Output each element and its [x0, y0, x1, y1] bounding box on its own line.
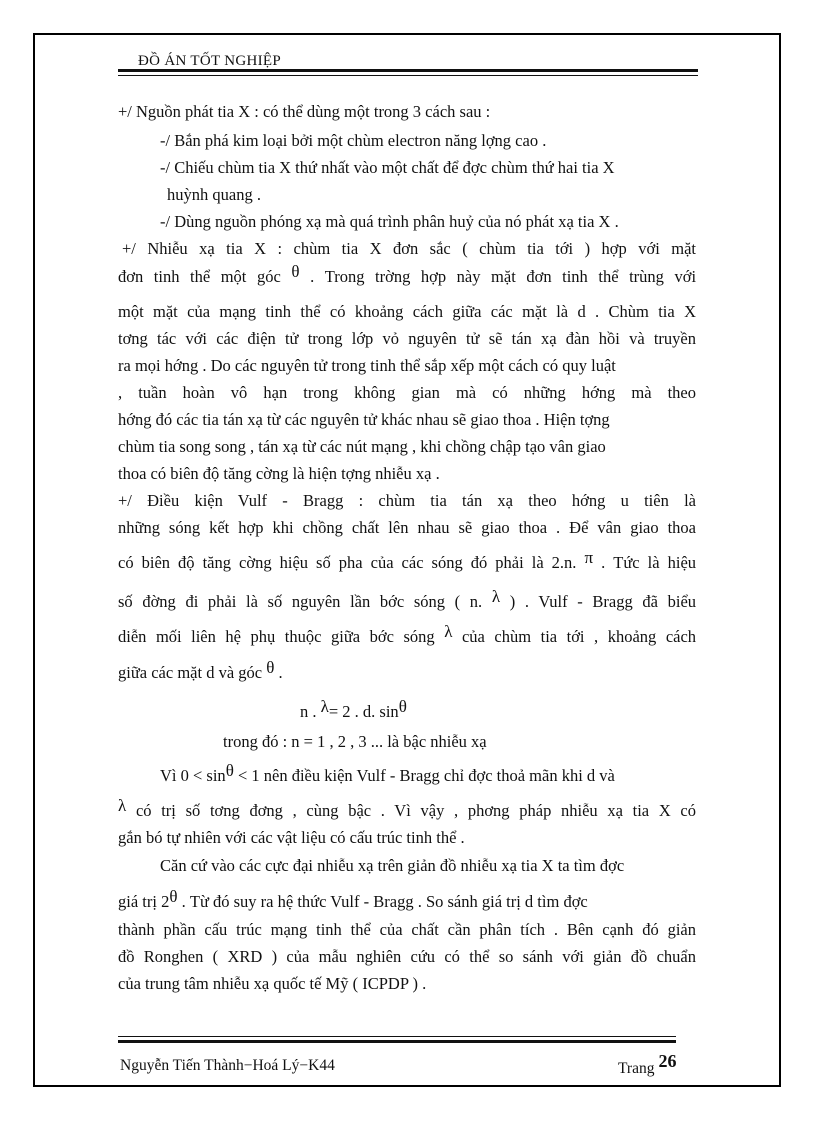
body-line: đồ Ronghen ( XRD ) của mẫu nghiên cứu có thể so sánh với giản đồ chuẩn	[118, 947, 696, 966]
header-rule-thin	[118, 75, 698, 76]
body-line: tơng tác với các điện tử trong lớp vỏ nguyên tử sẽ tán xạ đàn hồi và truyền	[118, 329, 696, 348]
body-line: Căn cứ vào các cực đại nhiễu xạ trên giản đồ nhiễu xạ tia X ta tìm đợc	[160, 856, 625, 875]
body-line: +/ Điều kiện Vulf - Bragg : chùm tia tán xạ theo hớng u tiên là	[118, 491, 696, 510]
body-text: diễn mối liên hệ phụ thuộc giữa bớc sóng	[118, 627, 435, 646]
formula-text: n .	[300, 702, 317, 721]
body-line	[118, 796, 697, 820]
lambda-symbol: λ	[320, 697, 329, 716]
body-line: , tuần hoàn vô hạn trong không gian mà có những hớng mà theo	[118, 383, 696, 402]
formula-legend: trong đó : n = 1 , 2 , 3 ... là bậc nhiễu xạ	[223, 732, 487, 751]
footer-rule-thin	[118, 1036, 676, 1037]
body-line: thành phần cấu trúc mạng tinh thể của chất cần phân tích . Bên cạnh đó giản	[118, 920, 696, 939]
body-line: -/ Chiếu chùm tia X thứ nhất vào một chất để đợc chùm thứ hai tia X	[160, 158, 615, 177]
document-header-title: ĐỒ ÁN TỐT NGHIỆP	[138, 53, 281, 69]
footer-page	[618, 1051, 677, 1078]
lambda-symbol: λ	[491, 587, 501, 606]
pi-symbol: π	[584, 548, 594, 567]
body-line: gắn bó tự nhiên với các vật liệu có cấu trúc tinh thể .	[118, 828, 465, 847]
body-text: số đờng đi phải là số nguyên lần bớc sóng ( n.	[118, 592, 483, 611]
header-rule-thick	[118, 69, 698, 72]
body-text: . Trong trờng hợp này mặt đơn tinh thể trùng với	[310, 267, 697, 286]
body-line	[118, 658, 283, 682]
body-line: huỳnh quang .	[167, 185, 261, 204]
body-line: -/ Dùng nguồn phóng xạ mà quá trình phân huỷ của nó phát xạ tia X .	[160, 212, 619, 231]
page-number: 26	[658, 1051, 677, 1071]
body-line: những sóng kết hợp khi chồng chất lên nhau sẽ giao thoa . Để vân giao thoa	[118, 518, 696, 537]
body-text: . Tức là hiệu	[601, 553, 697, 572]
bragg-formula	[300, 697, 407, 721]
lambda-symbol: λ	[444, 622, 453, 641]
body-line: của trung tâm nhiễu xạ quốc tế Mỹ ( ICPDP ) .	[118, 974, 427, 993]
body-text: . Từ đó suy ra hệ thức Vulf - Bragg . So sánh giá trị d tìm đợc	[181, 892, 588, 911]
body-line: hớng đó các tia tán xạ từ các nguyên tử khác nhau sẽ giao thoa . Hiện tợng	[118, 410, 610, 429]
body-text: < 1 nên điều kiện Vulf - Bragg chỉ đợc thoả mãn khi d và	[237, 766, 615, 785]
body-text: .	[278, 663, 283, 682]
theta-symbol: θ	[169, 887, 178, 906]
body-text: có trị số tơng đơng , cùng bậc . Vì vậy , phơng pháp nhiễu xạ tia X có	[135, 801, 697, 820]
body-line	[118, 587, 697, 611]
lambda-symbol: λ	[118, 796, 127, 815]
page-label: Trang	[618, 1060, 655, 1077]
footer-author: Nguyễn Tiến Thành−Hoá Lý−K44	[120, 1057, 335, 1074]
body-line	[118, 887, 588, 911]
body-line: +/ Nhiễu xạ tia X : chùm tia X đơn sắc ( chùm tia tới ) hợp với mặt	[122, 239, 696, 258]
body-text: ) . Vulf - Bragg đã biểu	[509, 592, 697, 611]
body-line	[118, 548, 697, 572]
body-line	[118, 622, 697, 646]
theta-symbol: θ	[398, 697, 407, 716]
body-text: Vì 0 < sin	[160, 766, 226, 785]
formula-text: = 2 . d. sin	[328, 702, 399, 721]
body-text: giữa các mặt d và góc	[118, 663, 263, 682]
theta-symbol: θ	[291, 262, 300, 281]
body-line: -/ Bắn phá kim loại bởi một chùm electron năng lợng cao .	[160, 131, 547, 150]
body-line: ra mọi hớng . Do các nguyên tử trong tinh thể sắp xếp một cách có quy luật	[118, 356, 616, 375]
theta-symbol: θ	[266, 658, 275, 677]
body-line: một mặt của mạng tinh thể có khoảng cách giữa các mặt là d . Chùm tia X	[118, 302, 696, 321]
body-line	[160, 761, 615, 785]
body-text: giá trị 2	[118, 892, 170, 911]
body-text: có biên độ tăng cờng hiệu số pha của các sóng đó phải là 2.n.	[118, 553, 577, 572]
body-line: thoa có biên độ tăng cờng là hiện tợng nhiễu xạ .	[118, 464, 440, 483]
footer-rule-thick	[118, 1040, 676, 1043]
theta-symbol: θ	[225, 761, 234, 780]
body-line: chùm tia song song , tán xạ từ các nút mạng , khi chồng chập tạo vân giao	[118, 437, 606, 456]
body-text: của chùm tia tới , khoảng cách	[461, 627, 697, 646]
body-text: đơn tinh thể một góc	[118, 267, 281, 286]
body-line	[118, 262, 697, 286]
body-line: +/ Nguồn phát tia X : có thể dùng một trong 3 cách sau :	[118, 102, 491, 121]
